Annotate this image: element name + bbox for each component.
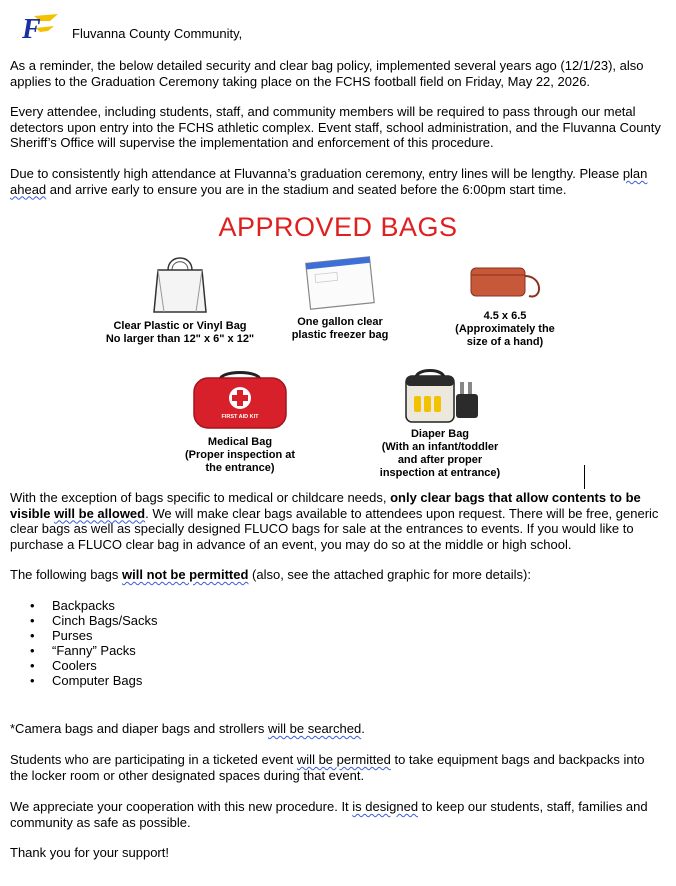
svg-text:FIRST AID KIT: FIRST AID KIT <box>221 414 259 420</box>
bag-hand-size: 4.5 x 6.5 (Approximately the size of a hand) <box>430 262 580 349</box>
first-aid-kit-icon <box>190 368 290 432</box>
wristlet-wallet-icon <box>465 262 545 306</box>
text-cursor <box>584 465 585 489</box>
paragraph-clear-bags: With the exception of bags specific to medical or childcare needs, only clear bags that allow contents to be visible will be allowed. We will make clear bags available to attendees upon request. There will be free, generic clear bags as well as specially designed FLUCO bags for sale at the entrances to events. If you would like to purchase a FLUCO clear bag in advance of an event, you may do so at the middle or high school. <box>10 490 659 552</box>
bag-diaper: Diaper Bag (With an infant/toddler and after proper inspection at entrance) <box>355 368 525 480</box>
paragraph-not-permitted-intro: The following bags will not be permitted (also, see the attached graphic for more details): <box>10 567 531 582</box>
paragraph-metal-detectors: Every attendee, including students, staff, and community members will be required to pass through our metal detectors upon entry into the FCHS athletic complex. Event staff, school administration, and the Fluvanna County Sheriff’s Office will supervise the implementation and enforcement of this procedure. <box>10 104 661 150</box>
greeting: Fluvanna County Community, <box>72 26 243 41</box>
list-item: • Computer Bags <box>30 673 158 688</box>
plan-ahead-text: plan ahead <box>10 166 648 197</box>
paragraph-reminder: As a reminder, the below detailed security and clear bag policy, implemented several years ago (12/1/23), also applies to the Graduation Ceremony taking place on the FCHS football field on Friday, May 22, 2026. <box>10 58 644 89</box>
closing-line: Thank you for your support! <box>10 845 169 860</box>
bag-freezer: One gallon clear plastic freezer bag <box>270 254 410 342</box>
list-item: • Purses <box>30 628 158 643</box>
paragraph-searched: *Camera bags and diaper bags and strollers will be searched. <box>10 721 365 736</box>
paragraph-students-equipment: Students who are participating in a ticketed event will be permitted to take equipment bags and backpacks into the locker room or other designated spaces during that event. <box>10 752 645 783</box>
clear-tote-bag-icon <box>150 250 210 316</box>
bag-medical: FIRST AID KIT Medical Bag (Proper inspection at the entrance) <box>160 368 320 475</box>
approved-bags-title: APPROVED BAGS <box>218 212 458 242</box>
paragraph-cooperation: We appreciate your cooperation with this new procedure. It is designed to keep our students, staff, families and community as safe as possible. <box>10 799 648 830</box>
list-item: • Cinch Bags/Sacks <box>30 613 158 628</box>
list-item: • Backpacks <box>30 598 158 613</box>
list-item: • “Fanny” Packs <box>30 643 158 658</box>
fluco-logo <box>20 12 60 42</box>
list-item: • Coolers <box>30 658 158 673</box>
logo-letter: F <box>22 14 41 42</box>
freezer-bag-icon <box>302 254 378 312</box>
bag-clear-plastic: Clear Plastic or Vinyl Bag No larger than 12" x 6" x 12" <box>80 250 280 346</box>
paragraph-attendance: Due to consistently high attendance at Fluvanna’s graduation ceremony, entry lines will be lengthy. Please plan ahead and arrive early to ensure you are in the stadium and seated before the 6:00pm start time. <box>10 166 648 197</box>
diaper-bag-icon <box>398 368 482 424</box>
not-permitted-list <box>30 598 158 688</box>
